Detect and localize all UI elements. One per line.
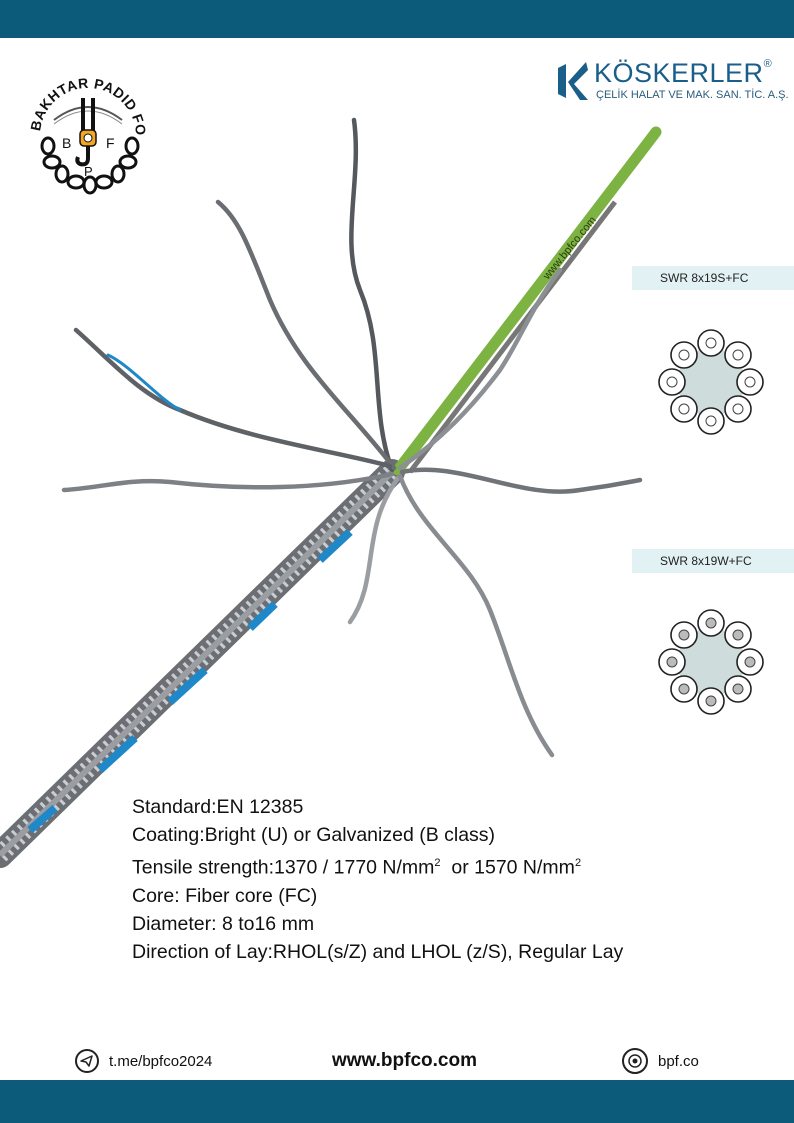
specifications: [132, 793, 623, 966]
rope-cross-section-icon: [656, 327, 766, 437]
spec-tensile: Tensile strength:1370 / 1770 $N/mm^2$ or 1570 $N/mm^2$: [132, 856, 582, 879]
superscript-2: 2: [434, 857, 441, 869]
logo-ring-text: BAKHTAR PADID FO: [27, 74, 150, 137]
spec-coating: Coating:Bright (U) or Galvanized (B class): [132, 824, 496, 846]
instagram-icon: [622, 1048, 648, 1074]
header-band: [0, 0, 794, 38]
telegram-link[interactable]: [75, 1048, 212, 1074]
koskerler-name: KÖSKERLER®: [594, 58, 773, 88]
section-label-8x19s: SWR 8x19S+FC: [632, 266, 794, 290]
registered-mark: ®: [763, 58, 773, 70]
instagram-label: bpf.co: [658, 1052, 699, 1070]
footer-band: [0, 1080, 794, 1123]
instagram-link[interactable]: [622, 1048, 699, 1074]
rope-cross-section-icon: [656, 607, 766, 717]
wire-rope-illustration: [0, 110, 680, 890]
spec-lay: Direction of Lay:RHOL(s/Z) and LHOL (z/S), Regular Lay: [132, 940, 624, 963]
section-label-8x19w: SWR 8x19W+FC: [632, 549, 794, 573]
telegram-icon: [75, 1049, 99, 1073]
koskerler-subtitle: ÇELİK HALAT VE MAK. SAN. TİC. A.Ş.: [596, 89, 789, 101]
koskerler-logo: [556, 58, 789, 108]
logo-letter-p: P: [84, 164, 93, 179]
core-print-text: www.bpfco.com: [541, 214, 599, 282]
website-link[interactable]: www.bpfco.com: [332, 1050, 477, 1071]
telegram-label: t.me/bpfco2024: [109, 1052, 213, 1070]
logo-letter-f: F: [106, 135, 115, 151]
logo-letter-b: B: [62, 135, 72, 151]
superscript-2: 2: [574, 857, 582, 869]
koskerler-mark-icon: [556, 60, 590, 102]
spec-diameter: Diameter: 8 to16 mm: [132, 912, 315, 935]
spec-core: Core: Fiber core (FC): [132, 884, 318, 907]
spec-standard: Standard:EN 12385: [132, 796, 304, 818]
